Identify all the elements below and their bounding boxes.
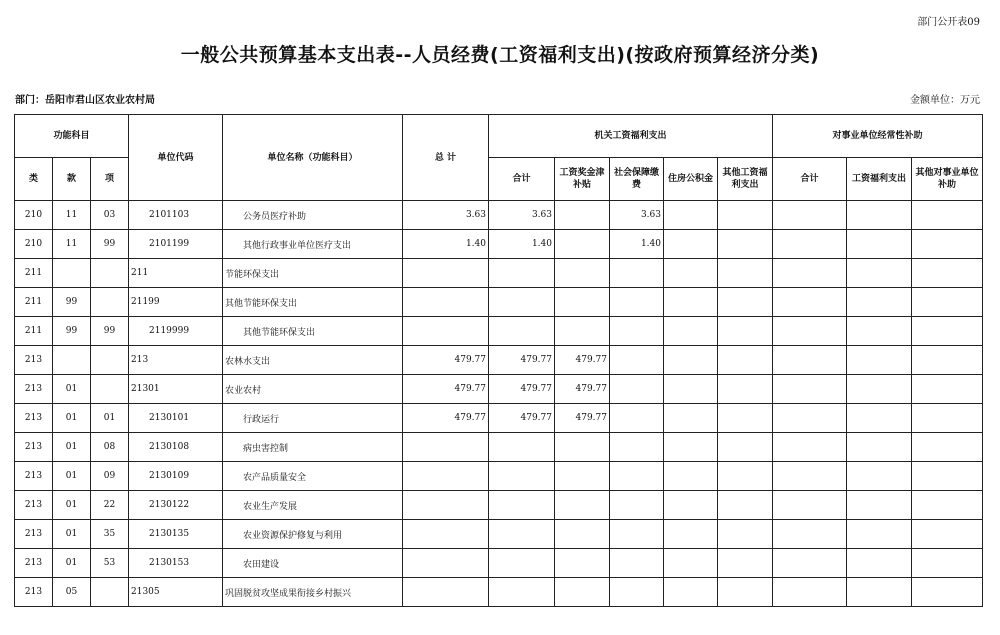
cell-gov-subtotal [489,549,555,578]
cell-inst-wage [847,375,912,404]
cell-inst-other [912,201,983,230]
cell-unit-code: 21301 [129,375,223,404]
header-xiang: 项 [91,158,129,201]
cell-gov-wage [555,230,610,259]
cell-lei: 213 [15,578,53,607]
table-row [15,259,983,288]
cell-gov-housing [664,520,718,549]
cell-xiang: 09 [91,462,129,491]
cell-inst-wage [847,491,912,520]
cell-gov-wage: 479.77 [555,346,610,375]
cell-gov-housing [664,404,718,433]
cell-gov-subtotal [489,578,555,607]
cell-gov-other [718,259,773,288]
cell-kuan: 05 [53,578,91,607]
cell-inst-wage [847,520,912,549]
table-row [15,317,983,346]
cell-unit-name: 农业资源保护修复与利用 [223,520,403,549]
cell-kuan: 01 [53,520,91,549]
cell-lei: 213 [15,346,53,375]
table-row [15,520,983,549]
cell-gov-social [610,404,664,433]
cell-gov-wage [555,578,610,607]
cell-inst-subtotal [773,375,847,404]
cell-xiang: 53 [91,549,129,578]
cell-gov-other [718,375,773,404]
cell-inst-wage [847,201,912,230]
cell-gov-subtotal: 3.63 [489,201,555,230]
cell-unit-code: 2130108 [129,433,223,462]
cell-gov-other [718,549,773,578]
cell-gov-social: 1.40 [610,230,664,259]
cell-total [403,491,489,520]
cell-gov-social [610,346,664,375]
cell-unit-name: 农林水支出 [223,346,403,375]
cell-inst-other [912,375,983,404]
cell-xiang [91,375,129,404]
cell-inst-subtotal [773,549,847,578]
cell-unit-name: 节能环保支出 [223,259,403,288]
cell-gov-other [718,404,773,433]
cell-total [403,549,489,578]
cell-inst-wage [847,462,912,491]
cell-lei: 213 [15,520,53,549]
cell-unit-code: 2101199 [129,230,223,259]
cell-unit-name: 其他节能环保支出 [223,288,403,317]
cell-total: 479.77 [403,375,489,404]
cell-total [403,259,489,288]
cell-xiang: 03 [91,201,129,230]
header-gov-wage: 工资奖金津补贴 [555,158,610,201]
cell-lei: 211 [15,288,53,317]
cell-unit-code: 2130109 [129,462,223,491]
cell-inst-wage [847,346,912,375]
cell-gov-social [610,375,664,404]
cell-inst-subtotal [773,578,847,607]
cell-gov-wage: 479.77 [555,404,610,433]
cell-total: 1.40 [403,230,489,259]
cell-total: 479.77 [403,404,489,433]
header-inst-other: 其他对事业单位补助 [912,158,983,201]
cell-unit-name: 农业农村 [223,375,403,404]
header-unit-name: 单位名称（功能科目） [223,115,403,201]
cell-gov-subtotal: 479.77 [489,346,555,375]
cell-unit-name: 农产品质量安全 [223,462,403,491]
cell-gov-housing [664,433,718,462]
header-gov-group: 机关工资福利支出 [489,115,773,158]
cell-gov-wage [555,201,610,230]
cell-xiang [91,578,129,607]
cell-lei: 211 [15,317,53,346]
cell-gov-housing [664,549,718,578]
cell-gov-social [610,462,664,491]
cell-lei: 213 [15,433,53,462]
page-title: 一般公共预算基本支出表--人员经费(工资福利支出)(按政府预算经济分类) [180,44,820,66]
cell-inst-wage [847,259,912,288]
cell-gov-housing [664,288,718,317]
cell-kuan: 01 [53,549,91,578]
cell-gov-other [718,491,773,520]
cell-inst-subtotal [773,288,847,317]
table-row [15,549,983,578]
cell-inst-subtotal [773,346,847,375]
header-gov-subtotal: 合计 [489,158,555,201]
cell-gov-wage [555,491,610,520]
cell-unit-code: 2130153 [129,549,223,578]
cell-xiang: 99 [91,317,129,346]
cell-inst-subtotal [773,491,847,520]
cell-unit-name: 行政运行 [223,404,403,433]
cell-gov-housing [664,346,718,375]
header-inst-group: 对事业单位经常性补助 [773,115,983,158]
cell-gov-other [718,230,773,259]
cell-inst-subtotal [773,520,847,549]
cell-gov-other [718,578,773,607]
cell-inst-other [912,549,983,578]
cell-gov-other [718,433,773,462]
cell-kuan: 01 [53,462,91,491]
cell-gov-housing [664,259,718,288]
cell-gov-social [610,317,664,346]
cell-lei: 210 [15,201,53,230]
cell-gov-housing [664,201,718,230]
cell-gov-social [610,549,664,578]
cell-unit-name: 其他节能环保支出 [223,317,403,346]
cell-gov-housing [664,491,718,520]
cell-xiang: 01 [91,404,129,433]
cell-unit-code: 213 [129,346,223,375]
cell-gov-wage [555,520,610,549]
cell-inst-other [912,404,983,433]
cell-gov-wage [555,462,610,491]
cell-gov-wage [555,433,610,462]
cell-gov-subtotal [489,317,555,346]
header-inst-wage: 工资福利支出 [847,158,912,201]
header-inst-subtotal: 合计 [773,158,847,201]
cell-xiang: 35 [91,520,129,549]
cell-kuan [53,346,91,375]
department-label: 部门：岳阳市君山区农业农村局 [15,95,155,106]
table-row [15,404,983,433]
cell-inst-other [912,491,983,520]
cell-unit-code: 21199 [129,288,223,317]
table-row [15,230,983,259]
cell-unit-name: 病虫害控制 [223,433,403,462]
cell-unit-name: 农田建设 [223,549,403,578]
cell-unit-code: 2130122 [129,491,223,520]
table-row [15,201,983,230]
cell-inst-wage [847,317,912,346]
cell-kuan: 99 [53,317,91,346]
cell-gov-social [610,491,664,520]
cell-unit-name: 巩固脱贫攻坚成果衔接乡村振兴 [223,578,403,607]
cell-gov-housing [664,230,718,259]
table-number: 部门公开表09 [917,17,980,28]
cell-gov-subtotal [489,520,555,549]
cell-gov-housing [664,462,718,491]
cell-inst-wage [847,549,912,578]
cell-inst-other [912,317,983,346]
cell-gov-social [610,578,664,607]
cell-total [403,288,489,317]
cell-gov-wage: 479.77 [555,375,610,404]
cell-gov-subtotal: 1.40 [489,230,555,259]
cell-inst-wage [847,230,912,259]
cell-xiang: 99 [91,230,129,259]
table-row [15,462,983,491]
cell-unit-code: 2119999 [129,317,223,346]
cell-unit-name: 农业生产发展 [223,491,403,520]
cell-gov-social [610,520,664,549]
cell-lei: 213 [15,491,53,520]
cell-total: 479.77 [403,346,489,375]
cell-gov-wage [555,317,610,346]
cell-kuan: 01 [53,433,91,462]
table-body [15,201,983,607]
table-row [15,491,983,520]
cell-inst-wage [847,288,912,317]
cell-kuan: 99 [53,288,91,317]
header-gov-housing: 住房公积金 [664,158,718,201]
cell-inst-wage [847,433,912,462]
cell-total: 3.63 [403,201,489,230]
cell-gov-wage [555,549,610,578]
cell-gov-subtotal [489,491,555,520]
cell-gov-other [718,520,773,549]
cell-inst-subtotal [773,404,847,433]
cell-total [403,317,489,346]
cell-inst-subtotal [773,201,847,230]
cell-gov-housing [664,317,718,346]
cell-inst-other [912,520,983,549]
cell-total [403,520,489,549]
cell-gov-subtotal [489,462,555,491]
cell-gov-other [718,462,773,491]
cell-inst-subtotal [773,259,847,288]
cell-gov-subtotal: 479.77 [489,404,555,433]
header-lei: 类 [15,158,53,201]
table-row [15,433,983,462]
cell-inst-subtotal [773,462,847,491]
cell-lei: 213 [15,375,53,404]
cell-unit-name: 公务员医疗补助 [223,201,403,230]
cell-kuan: 11 [53,230,91,259]
cell-unit-code: 2130101 [129,404,223,433]
unit-label: 金额单位：万元 [910,95,980,106]
header-gov-social: 社会保障缴费 [610,158,664,201]
cell-total [403,578,489,607]
cell-gov-social [610,433,664,462]
cell-gov-other [718,201,773,230]
cell-xiang [91,346,129,375]
cell-gov-social: 3.63 [610,201,664,230]
cell-unit-code: 2101103 [129,201,223,230]
cell-inst-other [912,288,983,317]
table-row [15,346,983,375]
cell-inst-subtotal [773,433,847,462]
header-unit-code: 单位代码 [129,115,223,201]
cell-gov-housing [664,375,718,404]
cell-gov-social [610,259,664,288]
cell-total [403,462,489,491]
table-row [15,375,983,404]
table-row [15,288,983,317]
cell-gov-other [718,346,773,375]
cell-lei: 210 [15,230,53,259]
cell-total [403,433,489,462]
table-row [15,578,983,607]
cell-inst-other [912,433,983,462]
cell-kuan: 01 [53,404,91,433]
cell-unit-code: 211 [129,259,223,288]
cell-inst-wage [847,404,912,433]
cell-inst-subtotal [773,230,847,259]
cell-inst-other [912,462,983,491]
cell-kuan [53,259,91,288]
cell-gov-wage [555,288,610,317]
header-kuan: 款 [53,158,91,201]
cell-xiang [91,259,129,288]
cell-gov-subtotal [489,288,555,317]
budget-table [14,114,983,607]
cell-xiang [91,288,129,317]
cell-gov-housing [664,578,718,607]
cell-xiang: 22 [91,491,129,520]
cell-unit-name: 其他行政事业单位医疗支出 [223,230,403,259]
cell-inst-other [912,578,983,607]
cell-unit-code: 2130135 [129,520,223,549]
cell-inst-other [912,230,983,259]
cell-lei: 213 [15,404,53,433]
cell-gov-wage [555,259,610,288]
header-row-1 [15,115,983,158]
cell-lei: 211 [15,259,53,288]
cell-gov-other [718,288,773,317]
cell-gov-subtotal: 479.77 [489,375,555,404]
cell-inst-other [912,259,983,288]
cell-gov-social [610,288,664,317]
header-gov-other: 其他工资福利支出 [718,158,773,201]
header-func-subject: 功能科目 [15,115,129,158]
cell-xiang: 08 [91,433,129,462]
cell-gov-subtotal [489,259,555,288]
cell-gov-subtotal [489,433,555,462]
header-total: 总 计 [403,115,489,201]
cell-inst-subtotal [773,317,847,346]
cell-kuan: 01 [53,491,91,520]
cell-lei: 213 [15,549,53,578]
cell-inst-other [912,346,983,375]
cell-lei: 213 [15,462,53,491]
cell-gov-other [718,317,773,346]
cell-unit-code: 21305 [129,578,223,607]
cell-inst-wage [847,578,912,607]
cell-kuan: 01 [53,375,91,404]
cell-kuan: 11 [53,201,91,230]
